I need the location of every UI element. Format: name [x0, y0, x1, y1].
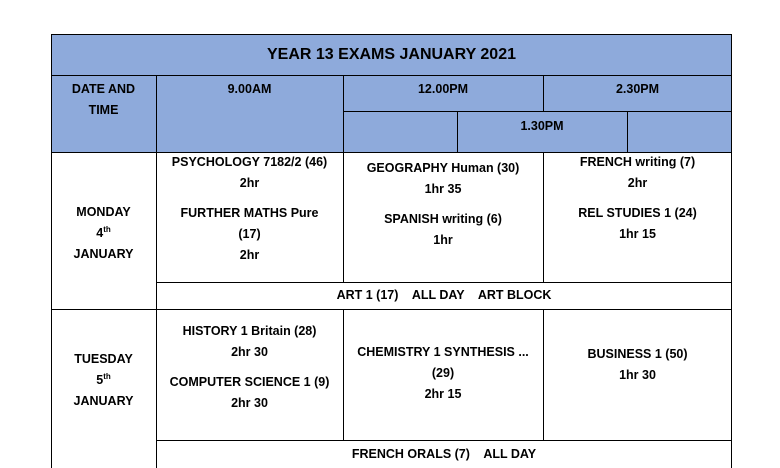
exam-duration: 2hr 15: [424, 387, 462, 401]
header-slot-9am-label: 9.00AM: [227, 82, 272, 96]
exam-duration: 1hr 35: [424, 182, 462, 196]
monday-date-cell: [51, 152, 156, 309]
grid-line: [51, 34, 52, 468]
exam-name: FRENCH writing (7): [579, 155, 696, 169]
monday-date: [96, 223, 111, 244]
exam-duration: 1hr 15: [619, 227, 656, 241]
header-slot-230pm: [543, 75, 732, 111]
all-day-exam: ART 1 (17) ALL DAY ART BLOCK: [336, 288, 552, 302]
monday-date-number: 4: [96, 226, 104, 240]
grid-line: [543, 152, 544, 282]
exam-name: PSYCHOLOGY 7182/2 (46): [171, 155, 328, 169]
header-slot-12pm: [343, 75, 543, 111]
tuesday-date-number: 5: [96, 373, 104, 387]
exam-name: CHEMISTRY 1 SYNTHESIS ... (29): [357, 345, 529, 380]
timetable-title: [51, 34, 732, 75]
exam-duration: 2hr: [627, 176, 648, 190]
exam-name: SPANISH writing (6): [384, 212, 502, 226]
grid-line: [343, 309, 344, 440]
header-subslot-a: [343, 111, 457, 152]
exam-name: GEOGRAPHY Human (30): [366, 161, 520, 175]
monday-month: JANUARY: [73, 247, 134, 261]
monday-afternoon-cell: [543, 152, 732, 282]
grid-line: [51, 152, 732, 153]
monday-day: MONDAY: [76, 205, 131, 219]
exam-duration: 2hr 30: [231, 345, 268, 359]
grid-line: [343, 111, 732, 112]
all-day-exam: FRENCH ORALS (7) ALL DAY: [351, 446, 537, 461]
exam-duration: 2hr: [239, 176, 260, 190]
tuesday-date-cell: [51, 309, 156, 468]
grid-line: [156, 282, 732, 283]
monday-morning-cell: [156, 152, 343, 282]
header-slot-130pm: [457, 111, 627, 152]
exam-name: BUSINESS 1 (50): [587, 347, 688, 361]
grid-line: [51, 34, 732, 35]
header-slot-9am: [156, 75, 343, 152]
exam-duration: 1hr: [433, 233, 453, 247]
monday-midday-cell: [343, 152, 543, 282]
grid-line: [51, 75, 732, 76]
tuesday-midday-cell: [343, 309, 543, 440]
header-slot-130pm-label: 1.30PM: [520, 119, 564, 133]
grid-line: [627, 111, 628, 152]
exam-name: COMPUTER SCIENCE 1 (9): [169, 375, 330, 389]
header-slot-230pm-label: 2.30PM: [615, 82, 660, 96]
grid-line: [543, 309, 544, 440]
tuesday-month: JANUARY: [73, 394, 134, 408]
monday-date-suffix: th: [103, 224, 111, 234]
grid-line: [457, 111, 458, 152]
tuesday-morning-cell: [156, 309, 343, 440]
tuesday-date: [96, 370, 111, 391]
grid-line: [51, 309, 732, 310]
tuesday-day: TUESDAY: [74, 352, 133, 366]
header-date-time: [51, 75, 156, 152]
tuesday-date-suffix: th: [103, 371, 111, 381]
tuesday-all-day-cell: [156, 440, 732, 468]
header-subslot-c: [627, 111, 732, 152]
title-text: YEAR 13 EXAMS JANUARY 2021: [267, 46, 516, 63]
header-slot-12pm-label: 12.00PM: [417, 82, 469, 96]
grid-line: [156, 440, 732, 441]
grid-line: [156, 75, 157, 468]
grid-line: [543, 75, 544, 111]
tuesday-afternoon-cell: [543, 309, 732, 440]
exam-timetable: [51, 34, 732, 468]
exam-duration: 2hr: [239, 248, 260, 262]
exam-duration: 1hr 30: [619, 368, 656, 382]
grid-line: [343, 75, 344, 282]
exam-name: HISTORY 1 Britain (28): [182, 324, 317, 338]
exam-name: REL STUDIES 1 (24): [578, 206, 697, 220]
exam-name: FURTHER MATHS Pure (17): [180, 206, 319, 241]
monday-all-day-cell: [156, 282, 732, 309]
exam-duration: 2hr 30: [231, 396, 268, 410]
header-date-time-label: DATE AND TIME: [71, 82, 136, 117]
grid-line: [731, 34, 732, 468]
